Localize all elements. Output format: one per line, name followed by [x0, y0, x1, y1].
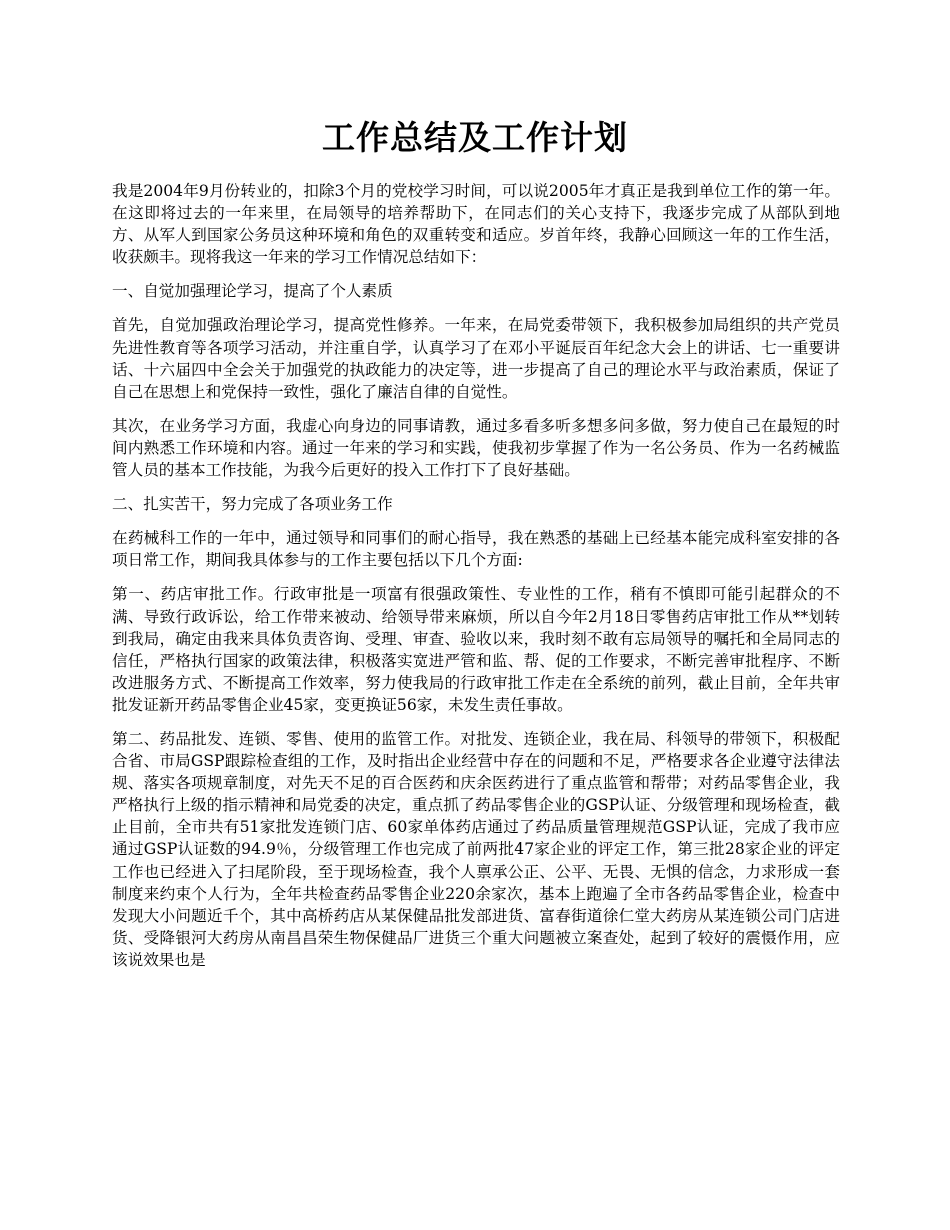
- paragraph-supervision: 第二、药品批发、连锁、零售、使用的监管工作。对批发、连锁企业，我在局、科领导的带领下，积极配合省、市局GSP跟踪检查组的工作，及时指出企业经营中存在的问题和不足，严格要求各企业遵守法律法规、落实各项规章制度，对先天不足的百合医药和庆余医药进行了重点监管和帮带；对药品零售企业，我严格执行上级的指示精神和局党委的决定，重点抓了药品零售企业的GSP认证、分级管理和现场检查，截止目前，全市共有51家批发连锁门店、60家单体药店通过了药品质量管理规范GSP认证，完成了我市应通过GSP认证数的94.9％，分级管理工作也完成了前两批47家企业的评定工作，第三批28家企业的评定工作也已经进入了扫尾阶段，至于现场检查，我个人禀承公正、公平、无畏、无惧的信念，力求形成一套制度来约束个人行为，全年共检查药品零售企业220余家次，基本上跑遍了全市各药品零售企业，检查中发现大小问题近千个，其中高桥药店从某保健品批发部进货、富春街道徐仁堂大药房从某连锁公司门店进货、受降银河大药房从南昌昌荣生物保健品厂进货三个重大问题被立案查处，起到了较好的震慑作用，应该说效果也是: [112, 729, 840, 969]
- paragraph-business-study: 其次，在业务学习方面，我虚心向身边的同事请教，通过多看多听多想多问多做，努力使自己在最短的时间内熟悉工作环境和内容。通过一年来的学习和实践，使我初步掌握了作为一名公务员、作为一名药械监管人员的基本工作技能，为我今后更好的投入工作打下了良好基础。: [112, 416, 840, 480]
- paragraph-pharmacy-approval: 第一、药店审批工作。行政审批是一项富有很强政策性、专业性的工作，稍有不慎即可能引起群众的不满、导致行政诉讼，给工作带来被动、给领导带来麻烦，所以自今年2月18日零售药店审批工作从**划转到我局，确定由我来具体负责咨询、受理、审查、验收以来，我时刻不敢有忘局领导的嘱托和全局同志的信任，严格执行国家的政策法律，积极落实宽进严管和监、帮、促的工作要求，不断完善审批程序、不断改进服务方式、不断提高工作效率，努力使我局的行政审批工作走在全系统的前列，截止目前，全年共审批发证新开药品零售企业45家，变更换证56家，未发生责任事故。: [112, 585, 840, 714]
- document-body: [112, 180, 840, 983]
- document-title: 工作总结及工作计划: [322, 118, 628, 157]
- section-heading-1: 一、自觉加强理论学习，提高了个人素质: [112, 282, 393, 301]
- paragraph-work-overview: 在药械科工作的一年中，通过领导和同事们的耐心指导，我在熟悉的基础上已经基本能完成科室安排的各项日常工作，期间我具体参与的工作主要包括以下几个方面:: [112, 529, 840, 570]
- paragraph-theory-study: 首先，自觉加强政治理论学习，提高党性修养。一年来，在局党委带领下，我积极参加局组织的共产党员先进性教育等各项学习活动，并注重自学，认真学习了在邓小平诞辰百年纪念大会上的讲话、七一重要讲话、十六届四中全会关于加强党的执政能力的决定等，进一步提高了自己的理论水平与政治素质，保证了自己在思想上和党保持一致性，强化了廉洁自律的自觉性。: [112, 316, 840, 401]
- section-heading-2: 二、扎实苦干，努力完成了各项业务工作: [112, 495, 393, 514]
- paragraph-intro: 我是2004年9月份转业的，扣除3个月的党校学习时间，可以说2005年才真正是我到单位工作的第一年。在这即将过去的一年来里，在局领导的培养帮助下，在同志们的关心支持下，我逐步完成了从部队到地方、从军人到国家公务员这种环境和角色的双重转变和适应。岁首年终，我静心回顾这一年的工作生活，收获颇丰。现将我这一年来的学习工作情况总结如下：: [112, 182, 840, 267]
